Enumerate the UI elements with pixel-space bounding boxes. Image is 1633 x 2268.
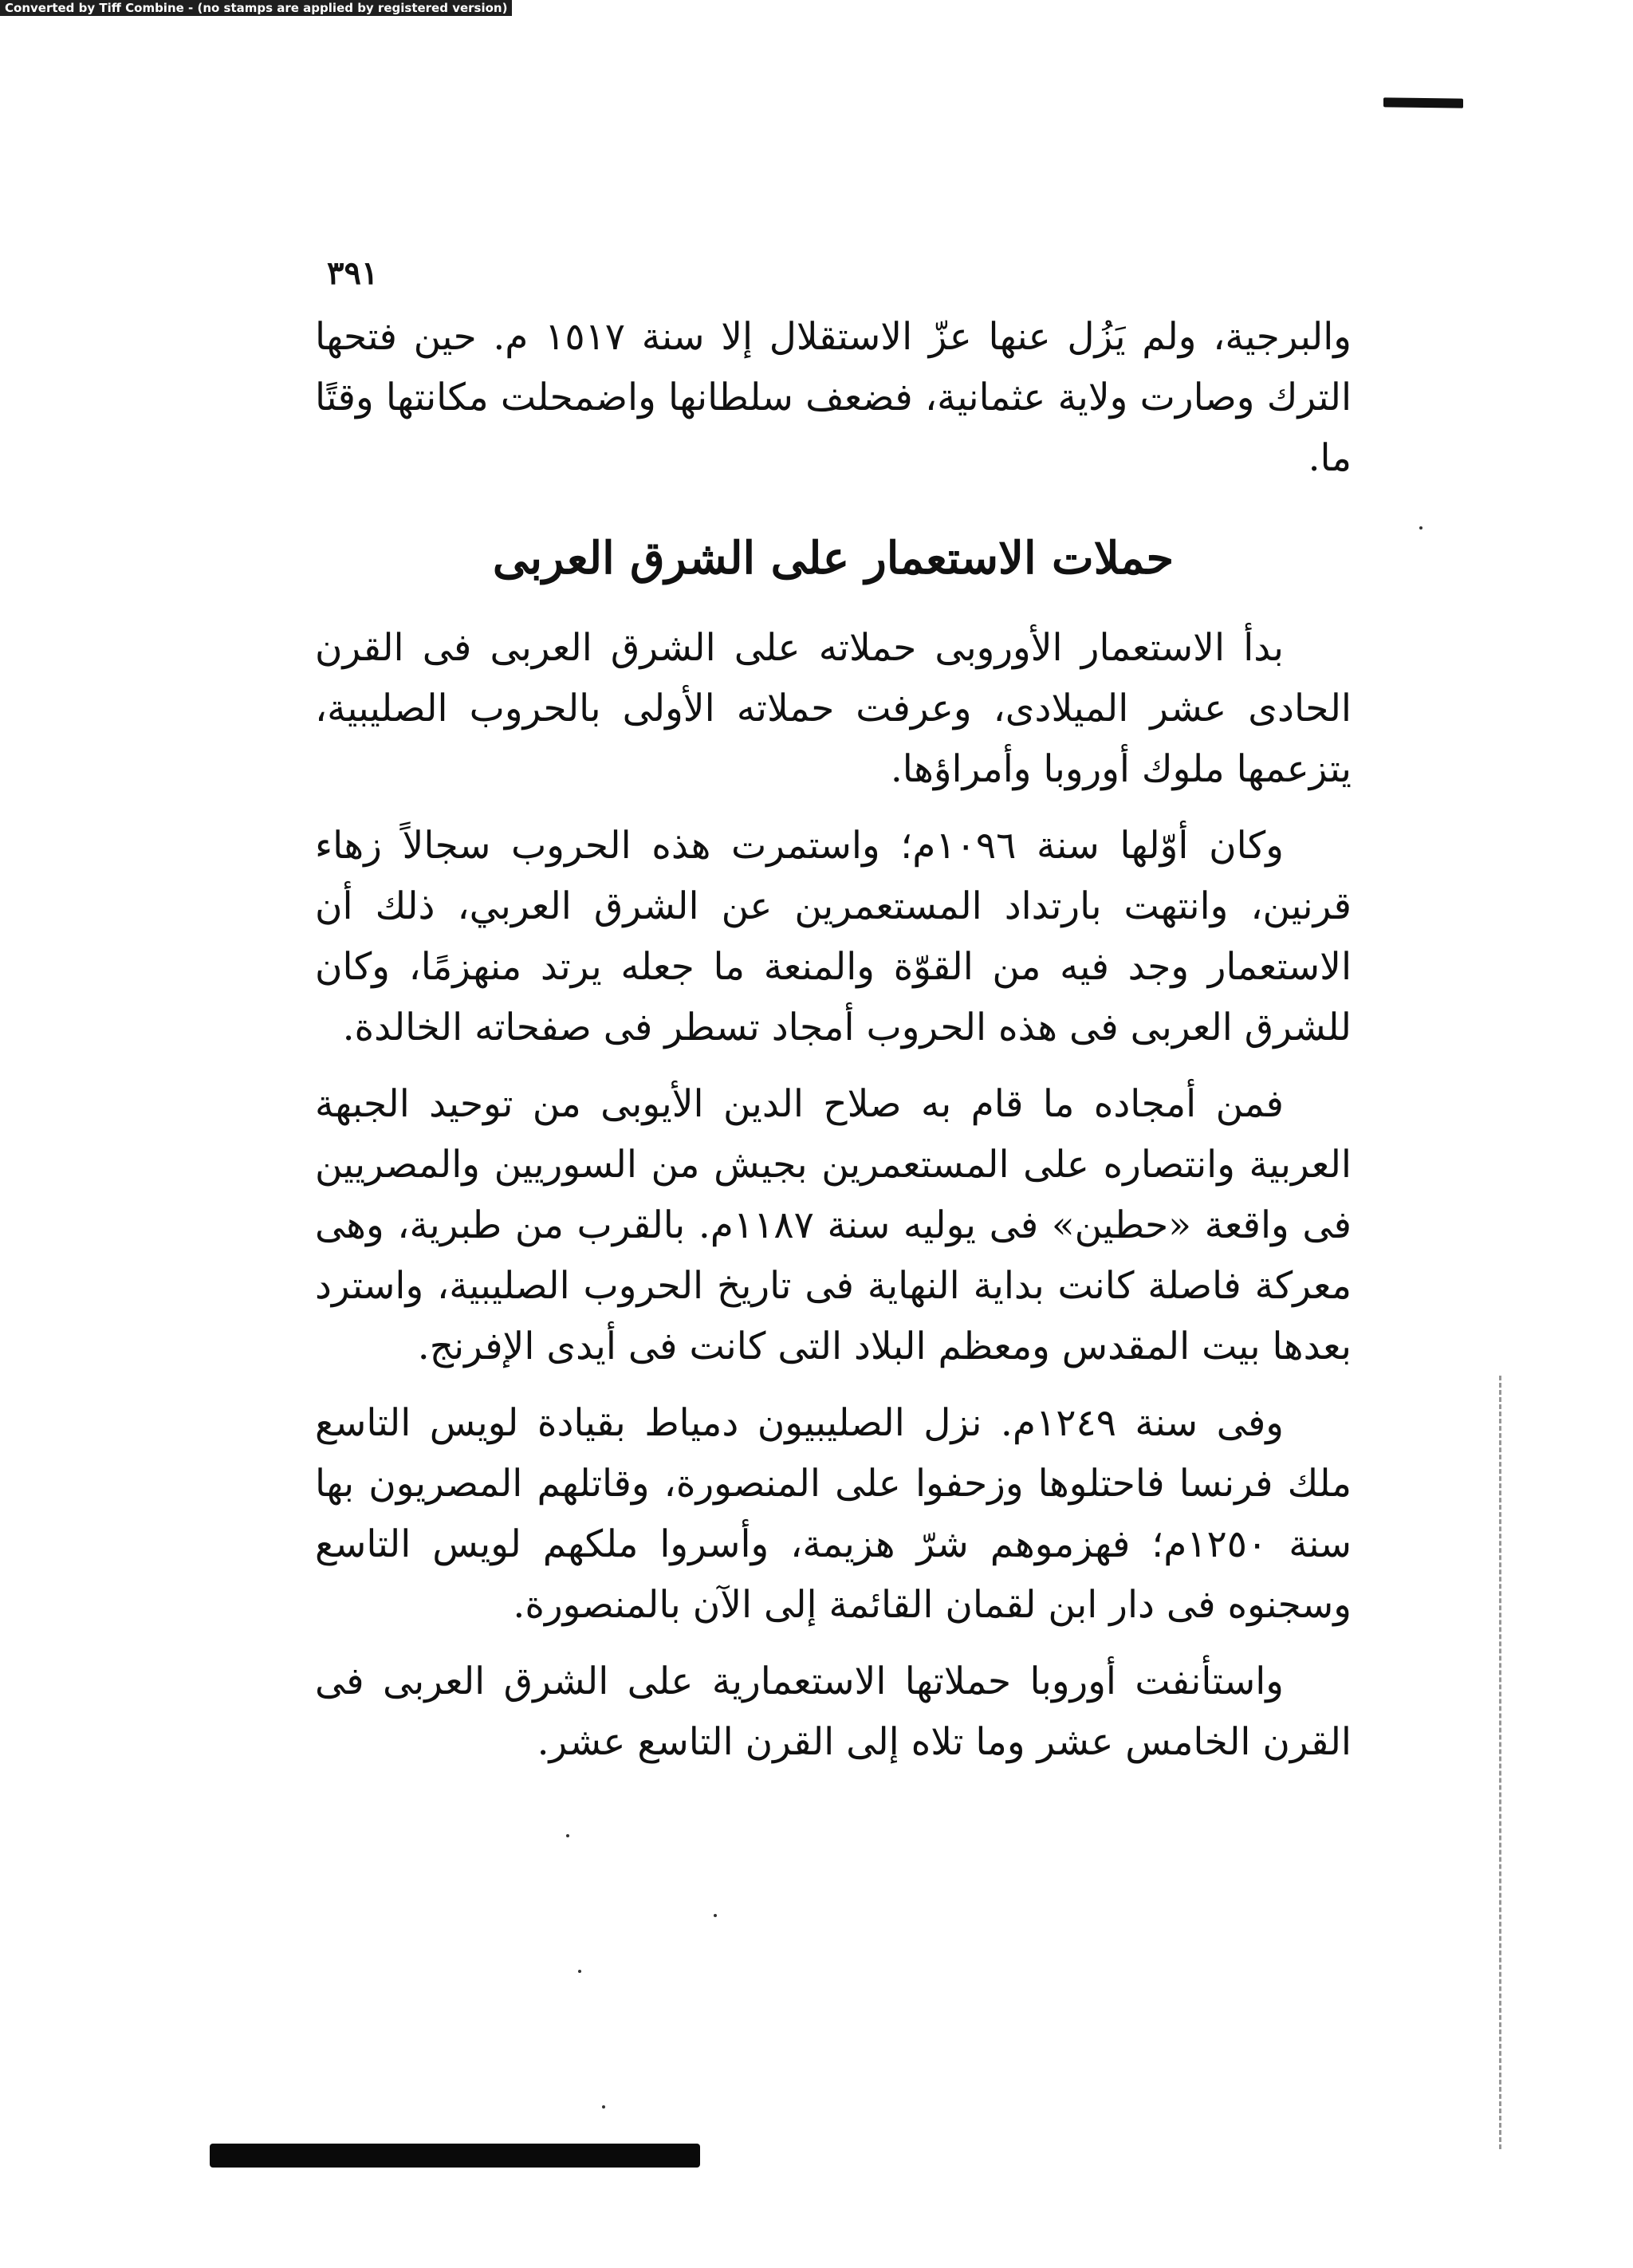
section-title: حملات الاستعمار على الشرق العربى (492, 532, 1175, 585)
paragraph-1: بدأ الاستعمار الأوروبى حملاته على الشرق العربى فى القرن الحادى عشر الميلادى، وعرفت حملاته الأولى بالحروب الصليبية، يتزعمها ملوك أوروبا وأمراؤها. (315, 626, 1352, 791)
scan-speck (714, 1914, 717, 1917)
page-number: ٣٩١ (327, 254, 379, 292)
scan-mark-bottom (210, 2144, 700, 2168)
converter-watermark: Converted by Tiff Combine - (no stamps are applied by registered version) (0, 0, 512, 16)
paragraph-2: وكان أوّلها سنة ١٠٩٦م؛ واستمرت هذه الحروب سجالاً زهاء قرنين، وانتهت بارتداد المستعمرين عن الشرق العربي، ذلك أن الاستعمار وجد فيه من القوّة والمنعة ما جعله يرتد منهزمًا، وكان للشرق العربى فى هذه الحروب أمجاد تسطر فى صفحاته الخالدة. (315, 824, 1352, 1049)
intro-block (315, 307, 1352, 505)
paragraph-5: واستأنفت أوروبا حملاتها الاستعمارية على الشرق العربى فى القرن الخامس عشر وما تلاه إلى القرن التاسع عشر. (315, 1660, 1352, 1764)
body-text (315, 618, 1352, 1789)
scan-mark-top (1383, 97, 1463, 108)
paragraph-3: فمن أمجاده ما قام به صلاح الدين الأيوبى من توحيد الجبهة العربية وانتصاره على المستعمرين بجيش من السوريين والمصريين فى واقعة «حطين» فى يوليه سنة ١١٨٧م. بالقرب من طبرية، وهى معركة فاصلة كانت بداية النهاية فى تاريخ الحروب الصليبية، واسترد بعدها بيت المقدس ومعظم البلاد التى كانت فى أيدى الإفرنج. (315, 1082, 1352, 1368)
scan-speck (578, 1970, 581, 1973)
scan-speck (566, 1834, 569, 1837)
scan-speck (602, 2105, 605, 2109)
intro-paragraph: والبرجية، ولم يَزُل عنها عزّ الاستقلال إلا سنة ١٥١٧ م. حين فتحها الترك وصارت ولاية عثمانية، فضعف سلطانها واضمحلت مكانتها وقتًا ما. (315, 315, 1352, 480)
paragraph-4: وفى سنة ١٢٤٩م. نزل الصليبيون دمياط بقيادة لويس التاسع ملك فرنسا فاحتلوها وزحفوا على المنصورة، وقاتلهم المصريون بها سنة ١٢٥٠م؛ فهزموهم شرّ هزيمة، وأسروا ملكهم لويس التاسع وسجنوه فى دار ابن لقمان القائمة إلى الآن بالمنصورة. (315, 1401, 1352, 1627)
scan-edge-line (1499, 1376, 1501, 2149)
scan-speck (1419, 526, 1422, 530)
